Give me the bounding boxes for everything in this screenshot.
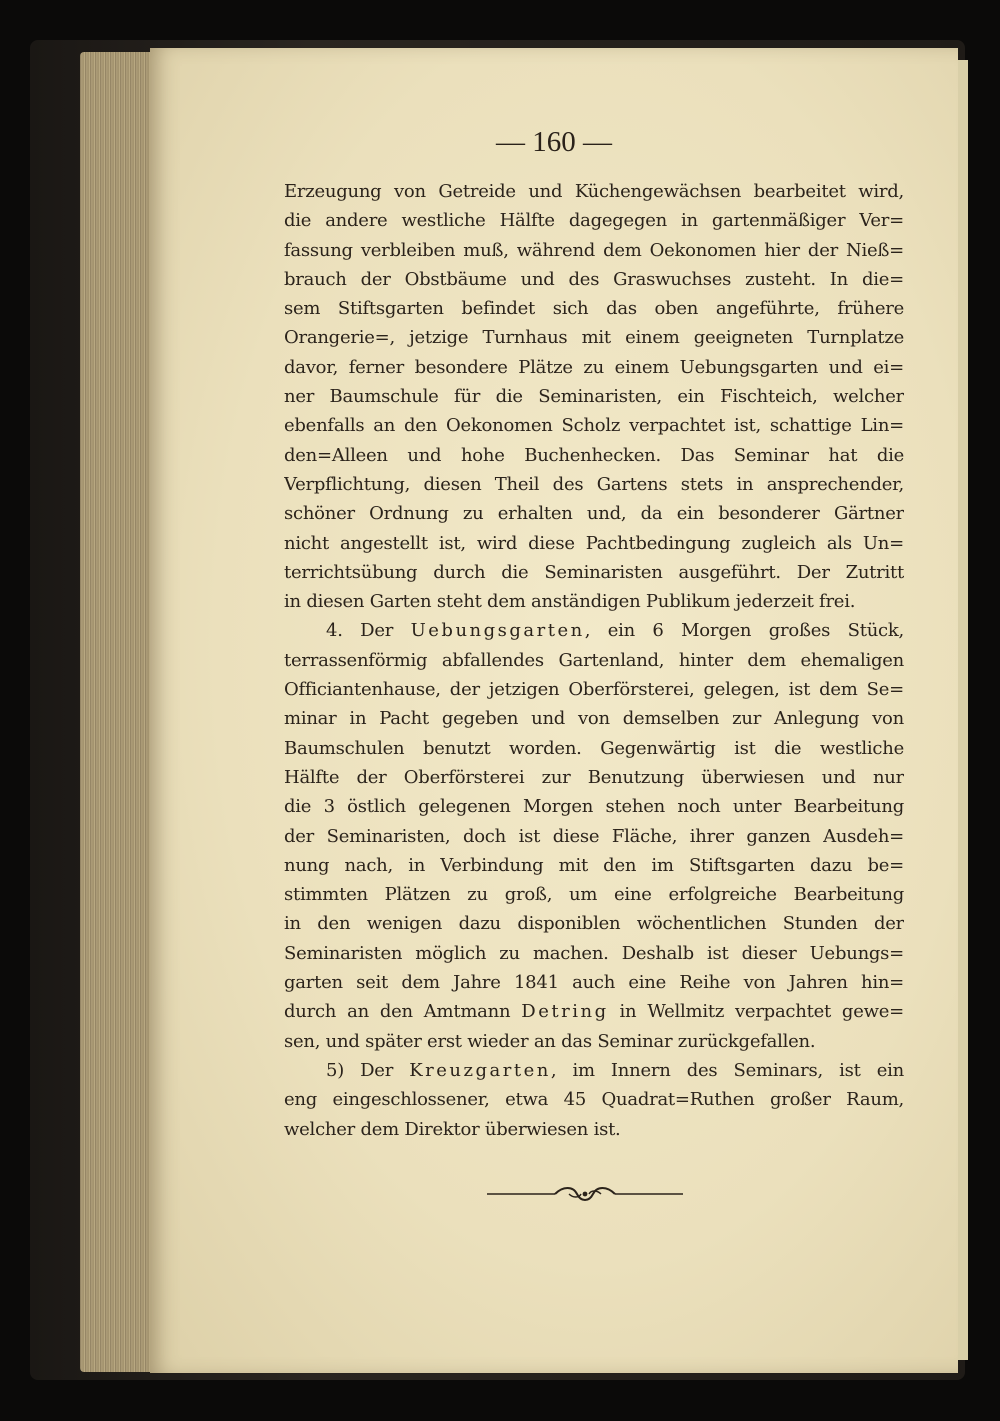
text-line bbox=[284, 997, 904, 1026]
text-run: in Wellmitz verpachtet gewe= bbox=[608, 1001, 904, 1023]
text-line: minar in Pacht gegeben und von demselben zur Anlegung von bbox=[284, 708, 904, 730]
spaced-term: Uebungsgarten bbox=[410, 620, 585, 642]
text-line: Baumschulen benutzt worden. Gegenwärtig ist die westliche bbox=[284, 737, 904, 759]
text-run: 4. Der bbox=[326, 620, 411, 642]
text-line: davor, ferner besondere Plätze zu einem Uebungsgarten und ei= bbox=[284, 356, 904, 378]
text-line bbox=[284, 1056, 904, 1085]
ornament-divider-icon bbox=[485, 1182, 685, 1206]
text-line: terrichtsübung durch die Seminaristen ausgeführt. Der Zutritt bbox=[284, 561, 904, 583]
spaced-term: Detring bbox=[521, 1001, 609, 1023]
spaced-term: Kreuzgarten bbox=[409, 1059, 551, 1081]
page-number: — 160 — bbox=[496, 126, 612, 158]
facing-page-edge bbox=[958, 60, 968, 1360]
text-line: welcher dem Direktor überwiesen ist. bbox=[284, 1118, 621, 1140]
text-run: , im Innern des Seminars, ist ein bbox=[550, 1059, 904, 1081]
text-line: ner Baumschule für die Seminaristen, ein Fischteich, welcher bbox=[284, 386, 904, 408]
text-line: Officiantenhause, der jetzigen Oberförsterei, gelegen, ist dem Se= bbox=[284, 679, 904, 701]
text-line: sen, und später erst wieder an das Seminar zurückgefallen. bbox=[284, 1030, 816, 1052]
body-text bbox=[284, 177, 904, 1144]
text-line: in diesen Garten steht dem anständigen Publikum jederzeit frei. bbox=[284, 591, 856, 613]
text-line: in den wenigen dazu disponiblen wöchentlichen Stunden der bbox=[284, 913, 904, 935]
text-line: Hälfte der Oberförsterei zur Benutzung überwiesen und nur bbox=[284, 766, 904, 788]
text-line: nung nach, in Verbindung mit den im Stiftsgarten dazu be= bbox=[284, 854, 904, 876]
text-line: Orangerie=, jetzige Turnhaus mit einem geeigneten Turnplatze bbox=[284, 327, 904, 349]
text-line: Seminaristen möglich zu machen. Deshalb ist dieser Uebungs= bbox=[284, 942, 904, 964]
text-run: , ein 6 Morgen großes Stück, bbox=[584, 620, 904, 642]
text-line: den=Alleen und hohe Buchenhecken. Das Seminar hat die bbox=[284, 444, 904, 466]
text-line: eng eingeschlossener, etwa 45 Quadrat=Ruthen großer Raum, bbox=[284, 1089, 904, 1111]
text-line bbox=[284, 616, 904, 645]
text-run: 5) Der bbox=[326, 1059, 410, 1081]
text-line: Erzeugung von Getreide und Küchengewächsen bearbeitet wird, bbox=[284, 181, 904, 202]
text-line: der Seminaristen, doch ist diese Fläche, ihrer ganzen Ausdeh= bbox=[284, 825, 904, 847]
text-line: die andere westliche Hälfte dagegegen in gartenmäßiger Ver= bbox=[284, 210, 904, 232]
text-line: stimmten Plätzen zu groß, um eine erfolgreiche Bearbeitung bbox=[284, 884, 904, 906]
text-run: durch an den Amtmann bbox=[284, 1001, 522, 1023]
text-line: die 3 östlich gelegenen Morgen stehen noch unter Bearbeitung bbox=[284, 796, 904, 818]
text-line: Verpflichtung, diesen Theil des Gartens stets in ansprechender, bbox=[284, 473, 904, 495]
text-line: sem Stiftsgarten befindet sich das oben angeführte, frühere bbox=[284, 298, 904, 320]
text-line: ebenfalls an den Oekonomen Scholz verpachtet ist, schattige Lin= bbox=[284, 415, 904, 437]
text-line: nicht angestellt ist, wird diese Pachtbedingung zugleich als Un= bbox=[284, 532, 904, 554]
text-line: schöner Ordnung zu erhalten und, da ein besonderer Gärtner bbox=[284, 503, 904, 525]
text-line: garten seit dem Jahre 1841 auch eine Reihe von Jahren hin= bbox=[284, 972, 904, 994]
text-line: terrassenförmig abfallendes Gartenland, hinter dem ehemaligen bbox=[284, 649, 904, 671]
text-line: fassung verbleiben muß, während dem Oekonomen hier der Nieß= bbox=[284, 239, 904, 261]
text-line: brauch der Obstbäume und des Graswuchses zusteht. In die= bbox=[284, 268, 904, 290]
